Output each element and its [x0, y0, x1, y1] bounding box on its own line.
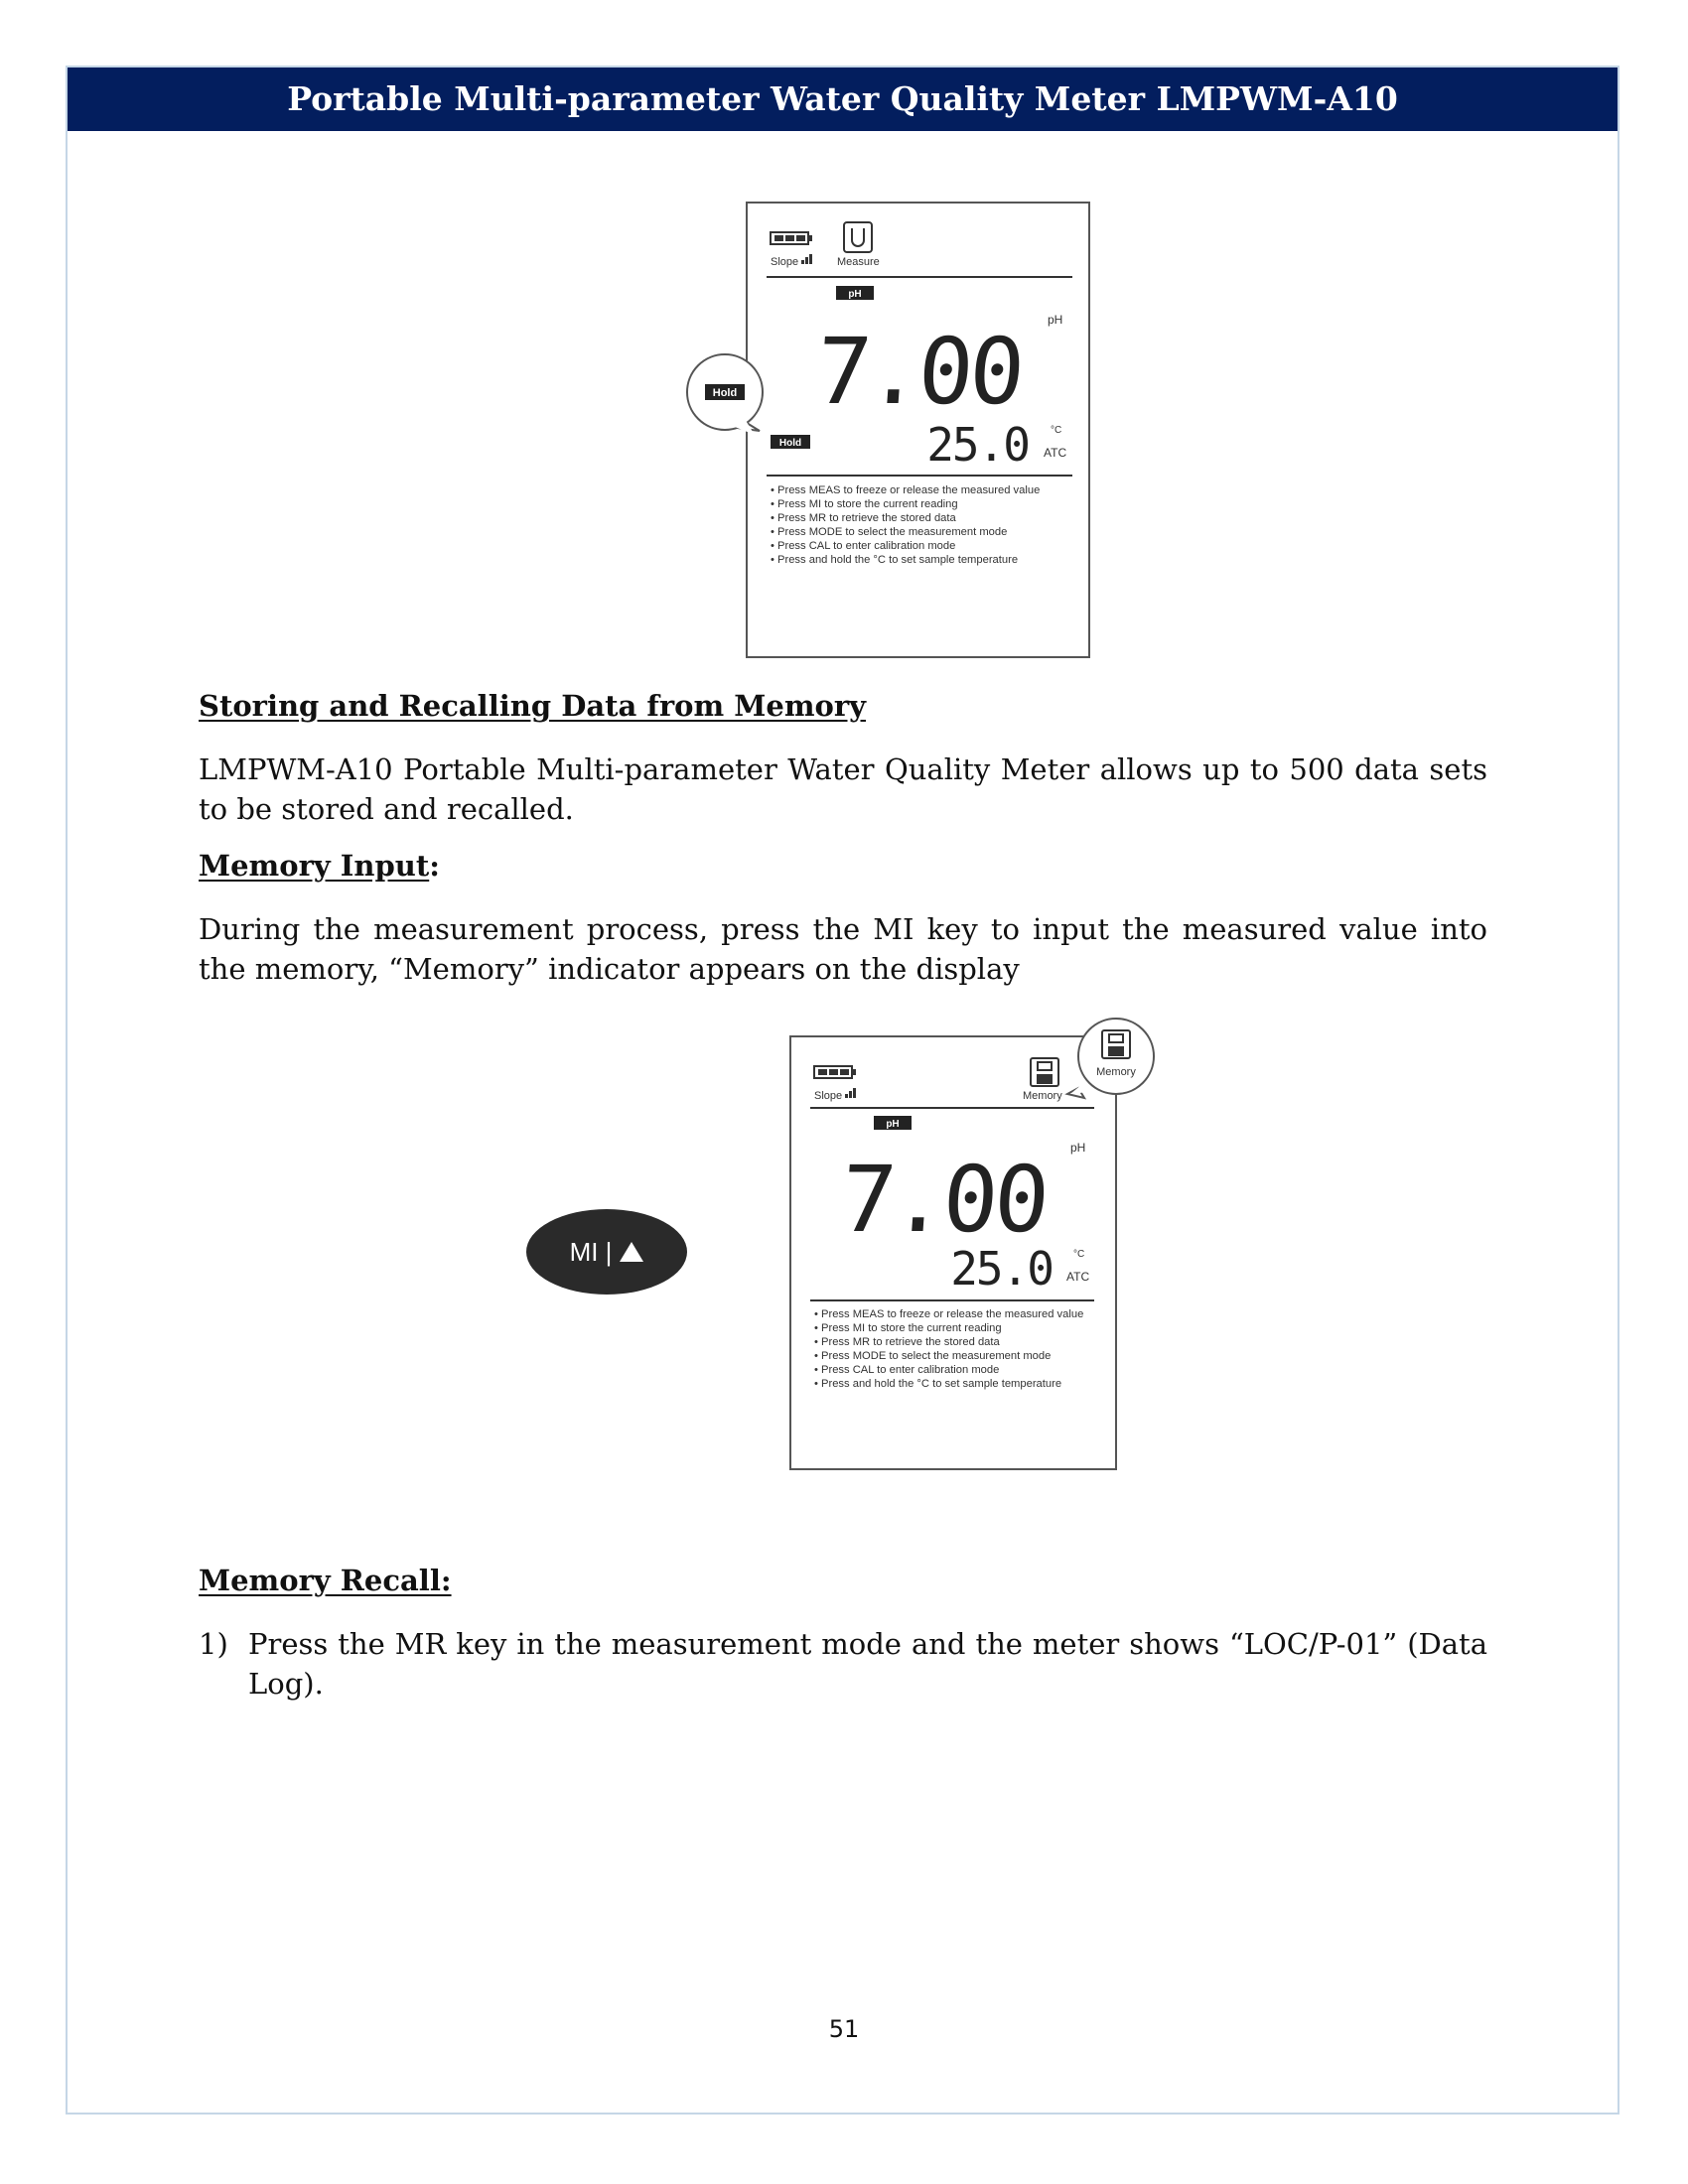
up-triangle-icon: [620, 1242, 643, 1262]
instruction-line: • Press MI to store the current reading: [814, 1322, 1002, 1334]
mi-key-label: MI |: [569, 1236, 613, 1267]
memory-input-heading-line: [199, 849, 440, 883]
reading-value: 7.00: [812, 319, 1025, 425]
memory-callout-text: Memory: [1096, 1066, 1136, 1078]
hold-callout-text: Hold: [712, 387, 738, 399]
instruction-line: • Press and hold the °C to set sample temperature: [771, 554, 1019, 566]
atc-label: ATC: [1044, 446, 1067, 460]
page-header-title: Portable Multi-parameter Water Quality Meter LMPWM-A10: [68, 68, 1618, 131]
instruction-line: • Press MR to retrieve the stored data: [771, 512, 956, 524]
page-number: 51: [828, 2015, 860, 2043]
instruction-line: • Press MI to store the current reading: [771, 498, 958, 510]
memory-label: Memory: [1023, 1090, 1062, 1102]
lcd-display-hold-figure: [685, 199, 1102, 665]
instruction-line: • Press MODE to select the measurement mode: [814, 1350, 1052, 1362]
list-item-text: Press the MR key in the measurement mode and the meter shows “LOC/P-01” (Data Log).: [248, 1627, 1487, 1701]
instruction-line: • Press MEAS to freeze or release the measured value: [814, 1308, 1084, 1320]
memory-callout-bubble: [1067, 1019, 1154, 1098]
reading-value: 7.00: [837, 1147, 1050, 1253]
instruction-line: • Press CAL to enter calibration mode: [814, 1364, 1000, 1376]
memory-recall-heading: Memory Recall:: [199, 1564, 452, 1597]
mi-key-button: [526, 1209, 687, 1295]
mode-badge-text: pH: [886, 1119, 900, 1130]
memory-input-body: During the measurement process, press the MI key to input the measured value into the memory, “Memory” indicator appears on the display: [199, 912, 1487, 986]
section-body-storing: LMPWM-A10 Portable Multi-parameter Water Quality Meter allows up to 500 data sets to be stored and recalled.: [199, 752, 1487, 826]
temperature-value: 25.0: [926, 418, 1029, 472]
unit-label: pH: [1048, 313, 1063, 327]
slope-label: Slope: [771, 256, 799, 268]
instruction-line: • Press and hold the °C to set sample temperature: [814, 1378, 1062, 1390]
slope-label: Slope: [814, 1090, 843, 1102]
mode-badge-text: pH: [848, 289, 862, 300]
instruction-line: • Press MEAS to freeze or release the measured value: [771, 484, 1041, 496]
instruction-line: • Press MODE to select the measurement mode: [771, 526, 1008, 538]
temperature-value: 25.0: [950, 1242, 1053, 1296]
section-heading-storing: Storing and Recalling Data from Memory: [199, 689, 866, 723]
list-item: [199, 1624, 1487, 1704]
list-item-number: 1): [199, 1627, 228, 1661]
atc-label: ATC: [1066, 1270, 1090, 1284]
memory-input-colon: :: [429, 849, 440, 883]
hold-badge-text: Hold: [778, 438, 802, 449]
lcd-display-memory-figure: [784, 1011, 1162, 1477]
memory-input-heading: Memory Input: [199, 849, 430, 883]
temp-unit-label: °C: [1051, 425, 1062, 436]
measure-label: Measure: [837, 256, 880, 268]
instruction-line: • Press MR to retrieve the stored data: [814, 1336, 1000, 1348]
instruction-line: • Press CAL to enter calibration mode: [771, 540, 956, 552]
temp-unit-label: °C: [1073, 1249, 1085, 1260]
unit-label: pH: [1070, 1141, 1086, 1155]
